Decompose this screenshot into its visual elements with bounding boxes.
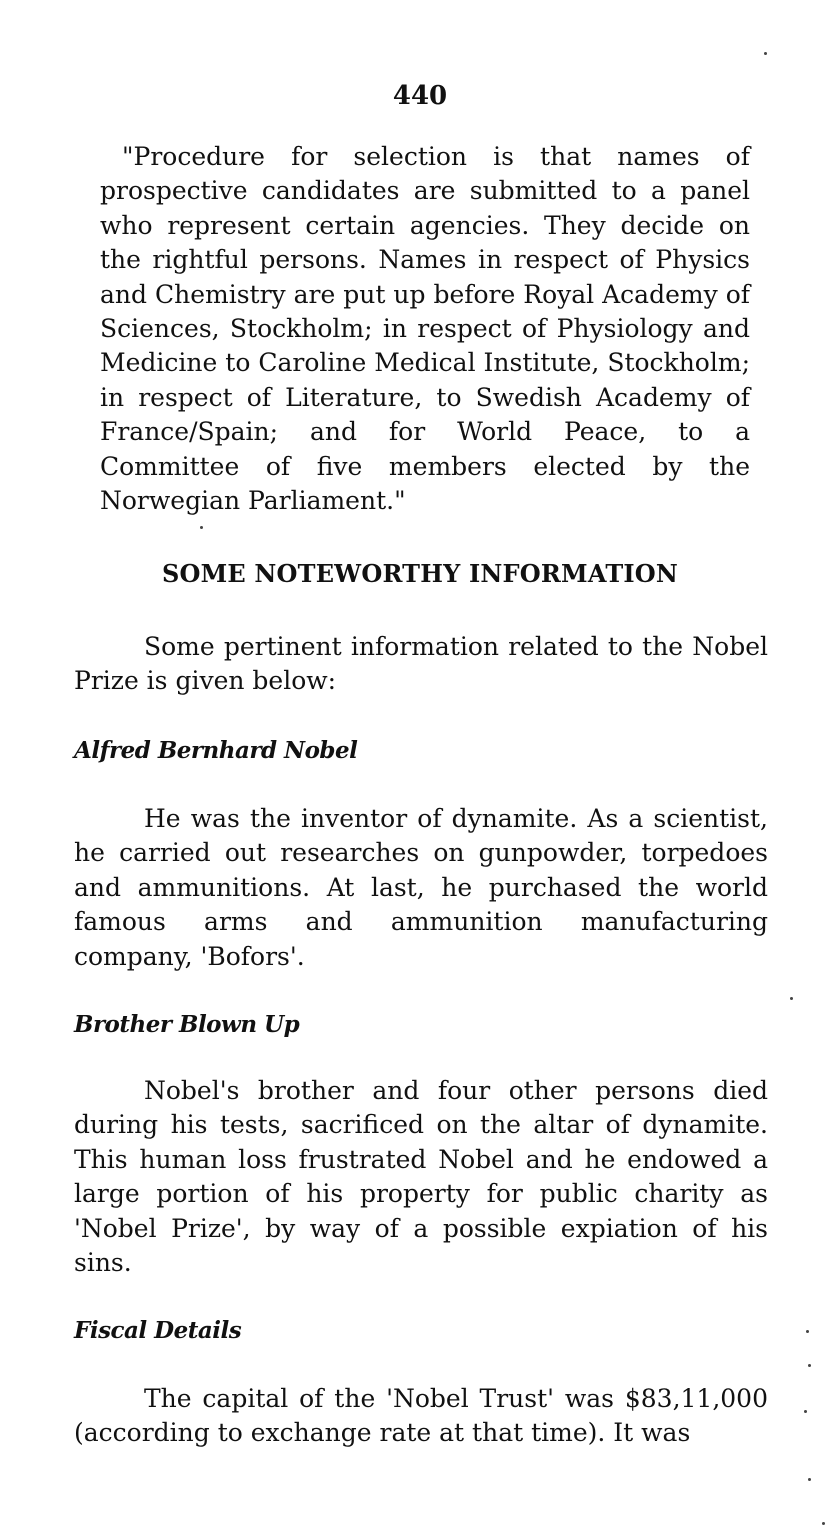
scan-speck: [808, 1478, 811, 1481]
section-intro-paragraph: Some pertinent information related to the Nobel Prize is given below:: [74, 632, 768, 696]
scan-speck: [764, 52, 767, 55]
subheading-alfred-nobel: Alfred Bernhard Nobel: [74, 737, 358, 764]
subheading-fiscal-details: Fiscal Details: [74, 1317, 242, 1344]
scan-speck: [822, 1522, 825, 1525]
paragraph-brother-blown-up: Nobel's brother and four other persons died during his tests, sacrificed on the altar of dynamite. This human loss frustrated Nobel and he endowed a large portion of his property for public charity as 'Nobel Prize', by way of a possible expiation of his sins.: [74, 1076, 768, 1278]
scan-speck: [200, 526, 203, 529]
scan-speck: [790, 997, 793, 1000]
paragraph-fiscal-details: The capital of the 'Nobel Trust' was $83,11,000 (according to exchange rate at that time). It was: [74, 1384, 768, 1448]
paragraph-alfred-nobel: He was the inventor of dynamite. As a scientist, he carried out researches on gunpowder, torpedoes and ammunitions. At last, he purchased the world famous arms and ammunition manufacturing company, 'Bofors'.: [74, 804, 768, 971]
page-number: 440: [392, 81, 448, 111]
section-heading: SOME NOTEWORTHY INFORMATION: [161, 559, 679, 588]
subheading-brother-blown-up: Brother Blown Up: [74, 1011, 300, 1038]
scan-speck: [808, 1364, 811, 1367]
selection-procedure-quote: "Procedure for selection is that names of prospective candidates are submitted to a panel who represent certain agencies. They decide on the rightful persons. Names in respect of Physics and Chemistry are put up before Royal Academy of Sciences, Stockholm; in respect of Physiology and Medicine to Caroline Medical Institute, Stockholm; in respect of Literature, to Swedish Academy of France/Spain; and for World Peace, to a Committee of five members elected by the Norwegian Parliament.": [100, 142, 750, 516]
scan-speck: [804, 1410, 807, 1413]
scan-speck: [806, 1330, 809, 1333]
